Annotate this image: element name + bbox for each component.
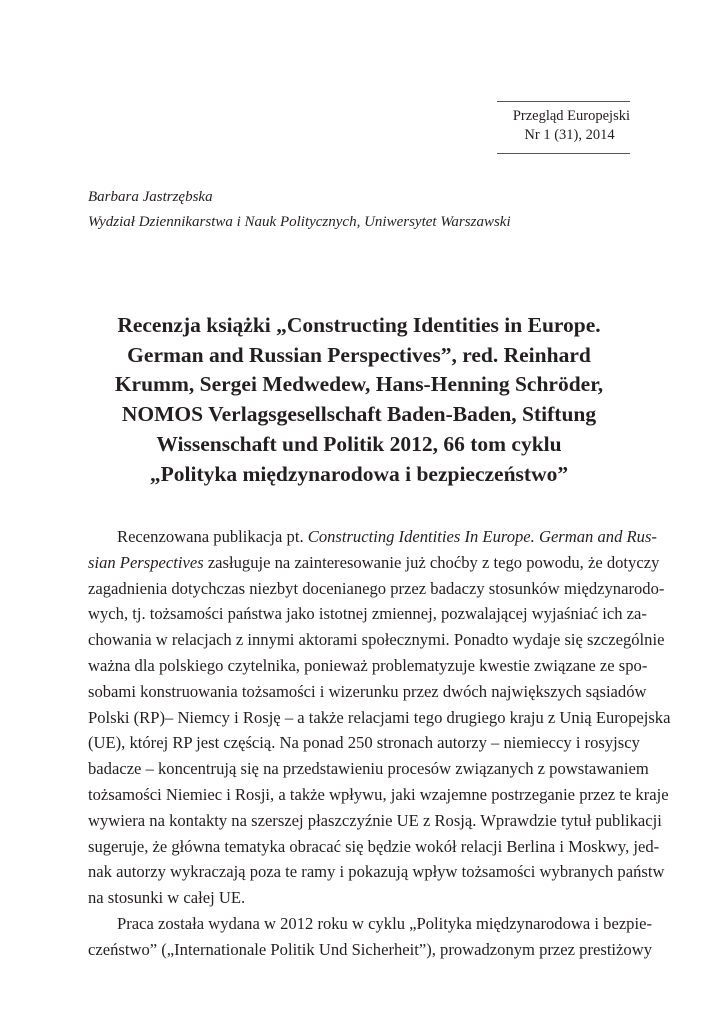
body-line: Praca została wydana w 2012 roku w cyklu „Polityka międzynarodowa i bezpie-: [117, 913, 652, 933]
article-body: [88, 524, 671, 963]
italic-text-run: sian Perspectives: [88, 552, 204, 572]
body-line: wych, tj. tożsamości państwa jako istotnej zmiennej, pozwalającej wyjaśniać ich za-: [88, 604, 647, 624]
title-line: NOMOS Verlagsgesellschaft Baden-Baden, Stiftung: [121, 402, 597, 427]
body-line: badacze – koncentrują się na przedstawieniu procesów związanych z powstawaniem: [88, 759, 649, 779]
body-line: czeństwo” („Internationale Politik Und Sicherheit”), prowadzonym przez prestiżowy: [88, 939, 652, 959]
author-block: [88, 185, 511, 235]
body-line: sugeruje, że główna tematyka obracać się będzie wokół relacji Berlina i Moskwy, jed-: [88, 836, 660, 856]
italic-text-run: Constructing Identities In Europe. German and Rus-: [307, 527, 657, 546]
body-line: nak autorzy wykraczają poza te ramy i pokazują wpływ tożsamości wybranych państw: [88, 862, 665, 882]
title-line: Wissenschaft und Politik 2012, 66 tom cyklu: [156, 431, 562, 456]
text-run: Recenzowana publikacja pt.: [117, 527, 308, 546]
journal-issue: Nr 1 (31), 2014: [524, 127, 615, 143]
author-name: Barbara Jastrzębska: [88, 189, 213, 205]
title-line: German and Russian Perspectives”, red. Reinhard: [127, 342, 591, 367]
title-line: Recenzja książki „Constructing Identities in Europe.: [117, 313, 601, 337]
body-line: (UE), której RP jest częścią. Na ponad 250 stronach autorzy – niemieccy i rosyjscy: [88, 733, 640, 753]
author-affiliation: Wydział Dziennikarstwa i Nauk Politycznych, Uniwersytet Warszawski: [88, 214, 511, 230]
body-line: tożsamości Niemiec i Rosji, a także wpływu, jaki wzajemne postrzeganie przez te kraje: [88, 784, 669, 804]
body-line: [88, 550, 660, 576]
journal-header: [497, 101, 630, 154]
text-run: zasługuje na zainteresowanie już choćby z tego powodu, że dotyczy: [203, 552, 660, 572]
body-line: ważna dla polskiego czytelnika, ponieważ problematyzuje kwestie związane ze spo-: [88, 655, 648, 675]
body-line: zagadnienia dotychczas niezbyt docenianego przez badaczy stosunków międzynarodo-: [88, 578, 665, 598]
body-line: [88, 524, 657, 550]
body-line: sobami konstruowania tożsamości i wizerunku przez dwóch największych sąsiadów: [88, 681, 647, 701]
journal-name: Przegląd Europejski: [512, 108, 630, 124]
title-line: „Polityka międzynarodowa i bezpieczeństwo”: [149, 461, 569, 486]
body-line: na stosunki w całej UE.: [88, 888, 246, 908]
body-line: chowania w relacjach z innymi aktorami społecznymi. Ponadto wydaje się szczególnie: [88, 630, 665, 650]
body-line: Polski (RP)– Niemcy i Rosję – a także relacjami tego drugiego kraju z Unią Europejska: [88, 707, 671, 727]
body-line: wywiera na kontakty na szerszej płaszczyźnie UE z Rosją. Wprawdzie tytuł publikacji: [88, 810, 662, 830]
article-title: [60, 311, 658, 489]
title-line: Krumm, Sergei Medwedew, Hans-Henning Schröder,: [114, 372, 604, 397]
